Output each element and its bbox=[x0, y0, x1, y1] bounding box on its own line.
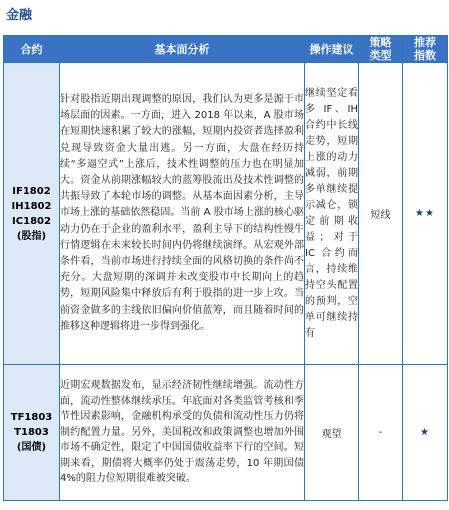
rating-stars: ★ bbox=[403, 365, 448, 501]
contract-code: IH1802 bbox=[11, 200, 52, 212]
header-contract: 合约 bbox=[4, 36, 60, 63]
table-row-bond-futures bbox=[4, 365, 448, 501]
header-strategy: 策略类型 bbox=[359, 36, 403, 63]
analysis-cell: 近期宏观数据发布，显示经济韧性继续增强。流动性方面，流动性整体继续承压。年底面对各类监管考核和季节性因素影响，金融机构承受的负债和流动性压力仍将制约配置力量。另外，美国税改和政策调整也增加外围市场不确定性，限定了中国国债收益率下行的空间。短期来看，期债将大概率仍处于震荡走势，10 年期国债 4%的阻力位短期很难被突破。 bbox=[60, 365, 305, 501]
strategy-cell: - bbox=[359, 365, 403, 501]
header-rating: 推荐指数 bbox=[403, 36, 448, 63]
contract-code: TF1803 bbox=[10, 412, 53, 423]
contract-code: T1803 bbox=[14, 427, 49, 438]
table-row-index-futures bbox=[4, 63, 448, 365]
contract-category: (股指) bbox=[16, 230, 47, 242]
table-header-row bbox=[4, 36, 448, 63]
strategy-cell: 短线 bbox=[359, 63, 403, 365]
contract-code: IF1802 bbox=[12, 185, 51, 197]
advice-cell: 继续坚定看多 IF、IH 合约中长线走势，短期上涨的动力减弱，前期多单继续提示减仑，锁定前期收益；对于 IC 合约而言，持续维持空头配置的预判，空单可继续持有 bbox=[305, 63, 359, 365]
strategy-table bbox=[3, 35, 448, 501]
contract-code: IC1802 bbox=[12, 215, 51, 227]
contract-cell bbox=[4, 63, 60, 365]
section-title: 金融 bbox=[6, 8, 33, 23]
advice-cell: 观望 bbox=[305, 365, 359, 501]
contract-cell bbox=[4, 365, 60, 501]
rating-stars: ★★ bbox=[403, 63, 448, 365]
header-analysis: 基本面分析 bbox=[60, 36, 305, 63]
analysis-cell: 针对股指近期出现调整的原因，我们认为更多是源于市场层面的因素。一方面，进入 2018 年以来，A 股市场在短期快速积累了较大的涨幅，短期内投资者选择盈利兑现导致资金大量出逃。另一方面，大盘在经历持续“多逼空式”上涨后，技术性调整的压力也在明显加大。资金从前期涨幅较大的蓝筹股流出及技术性调整的共振导致了本轮市场的调整。从基本面因素分析，主导市场上涨的基础依然稳固。当前 A 股市场上涨的核心驱动力仍在于企业的盈利水平，盈利主导下的结构性慢牛行情逻辑在未来较长时间内仍将继续演绎。从宏观外部条件看，当前市场进行持续全面的风格切换的条件尚不充分。大盘短期的深调并未改变股市中长期向上的趋势，短期风险集中释放后有利于股指的进一步上攻。当前资金做多的主线依旧偏向价值蓝筹，而且随着时间的推移这种逻辑将进一步得到强化。 bbox=[60, 63, 305, 365]
contract-category: (国债) bbox=[16, 442, 47, 453]
header-advice: 操作建议 bbox=[305, 36, 359, 63]
